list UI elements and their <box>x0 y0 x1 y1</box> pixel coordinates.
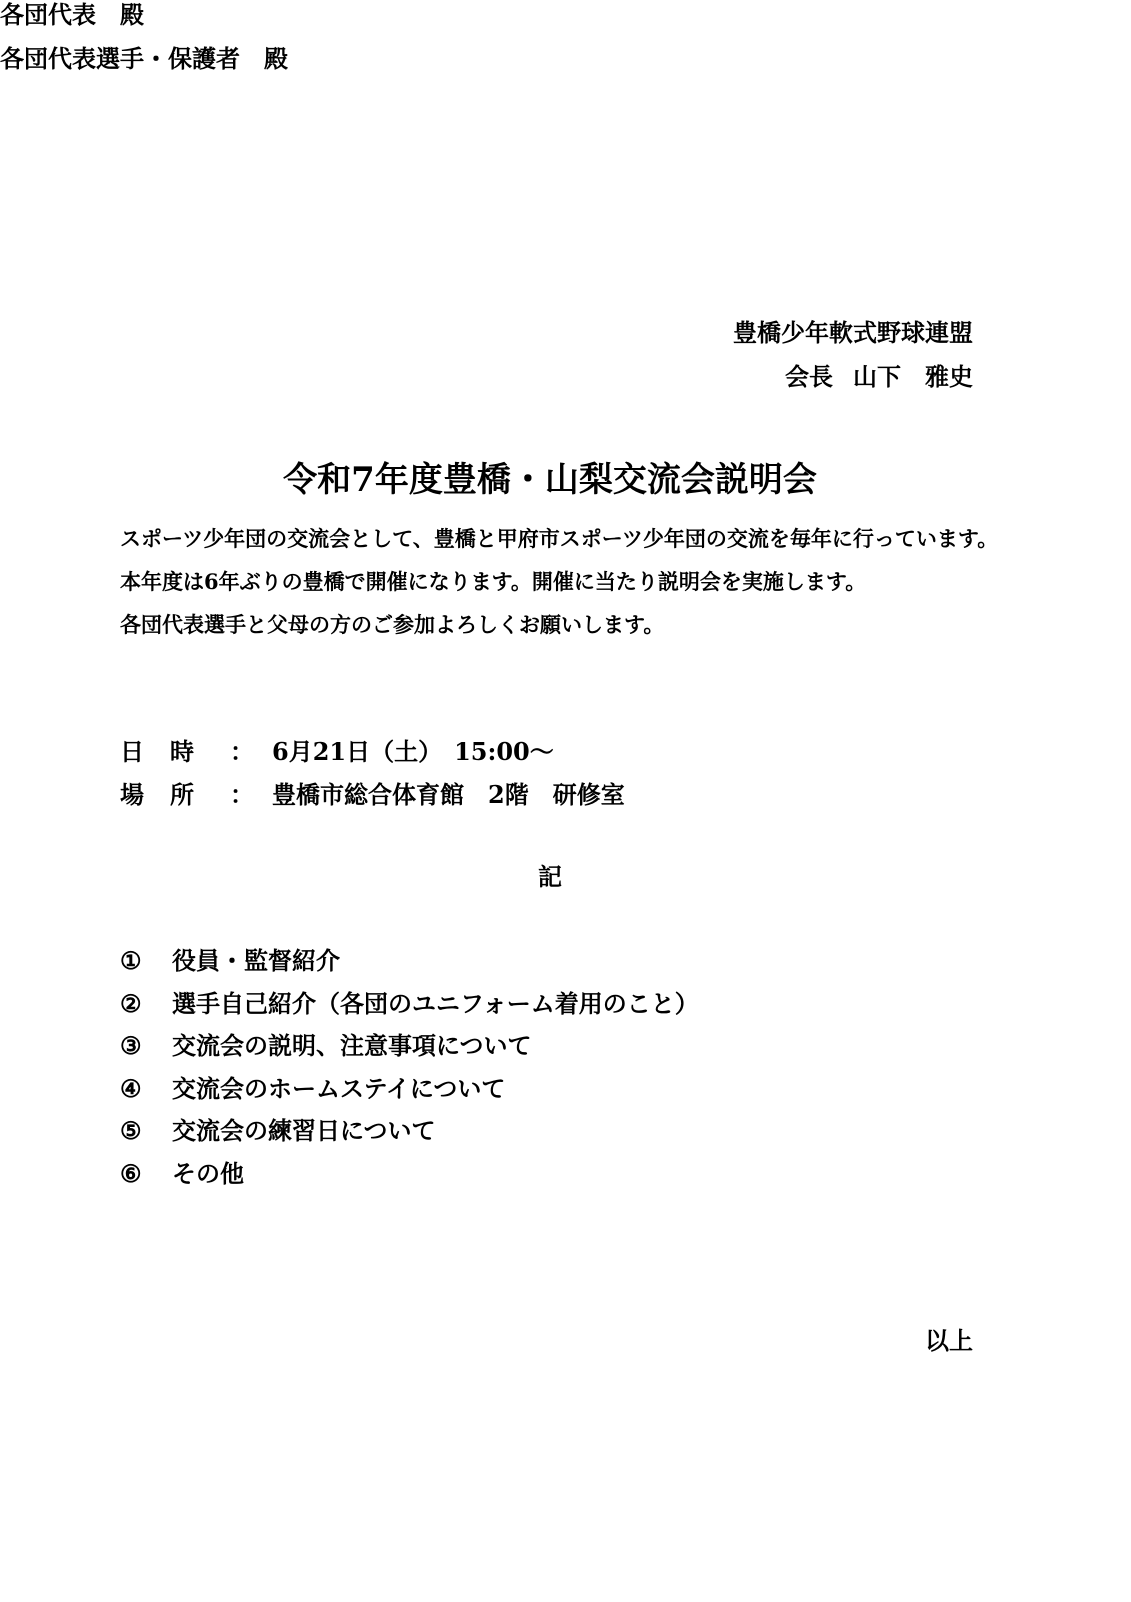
intro-line: 各団代表選手と父母の方のご参加よろしくお願いします。 <box>120 612 665 637</box>
sender-name: 山下 雅史 <box>853 362 973 391</box>
sender-block <box>733 318 973 406</box>
detail-label: 日時 <box>120 737 220 766</box>
event-details <box>120 737 625 823</box>
agenda-item <box>120 989 699 1032</box>
addressee-line: 各団代表 殿 <box>0 0 144 29</box>
intro-paragraph <box>120 524 998 653</box>
agenda-text: その他 <box>172 1158 244 1188</box>
agenda-number: ④ <box>120 1073 142 1103</box>
agenda-item <box>120 946 699 989</box>
intro-line: スポーツ少年団の交流会として、豊橋と甲府市スポーツ少年団の交流を毎年に行っています。 <box>120 526 999 551</box>
detail-row-datetime <box>120 737 625 780</box>
memo-heading: 記 <box>538 862 562 891</box>
agenda-number: ⑥ <box>120 1158 142 1188</box>
intro-line: 本年度は6年ぶりの豊橋で開催になります。開催に当たり説明会を実施します。 <box>120 569 867 594</box>
agenda-item <box>120 1159 699 1202</box>
agenda-item <box>120 1116 699 1159</box>
detail-row-venue <box>120 780 625 823</box>
agenda-list <box>120 946 699 1201</box>
agenda-number: ① <box>120 946 142 975</box>
detail-label: 場所 <box>120 780 220 809</box>
sender-organization: 豊橋少年軟式野球連盟 <box>733 318 973 347</box>
detail-colon: ： <box>230 780 254 809</box>
agenda-text: 選手自己紹介（各団のユニフォーム着用のこと） <box>172 988 699 1018</box>
addressee-line: 各団代表選手・保護者 殿 <box>0 44 288 73</box>
sender-role: 会長 <box>785 362 833 391</box>
agenda-number: ⑤ <box>120 1116 142 1145</box>
agenda-item <box>120 1031 699 1074</box>
addressee-block <box>0 0 1131 88</box>
closing-remark: 以上 <box>925 1326 973 1355</box>
detail-value: 6月21日（土） 15:00～ <box>272 737 554 766</box>
agenda-text: 交流会の説明、注意事項について <box>172 1031 532 1060</box>
document-title: 令和7年度豊橋・山梨交流会説明会 <box>283 460 817 500</box>
agenda-text: 交流会の練習日について <box>172 1116 436 1145</box>
agenda-item <box>120 1074 699 1117</box>
agenda-text: 交流会のホームステイについて <box>172 1073 506 1103</box>
detail-value: 豊橋市総合体育館 2階 研修室 <box>272 780 625 809</box>
agenda-text: 役員・監督紹介 <box>172 946 340 975</box>
agenda-number: ③ <box>120 1031 142 1060</box>
detail-colon: ： <box>230 737 254 766</box>
agenda-number: ② <box>120 988 142 1018</box>
sender-signature <box>733 362 973 406</box>
